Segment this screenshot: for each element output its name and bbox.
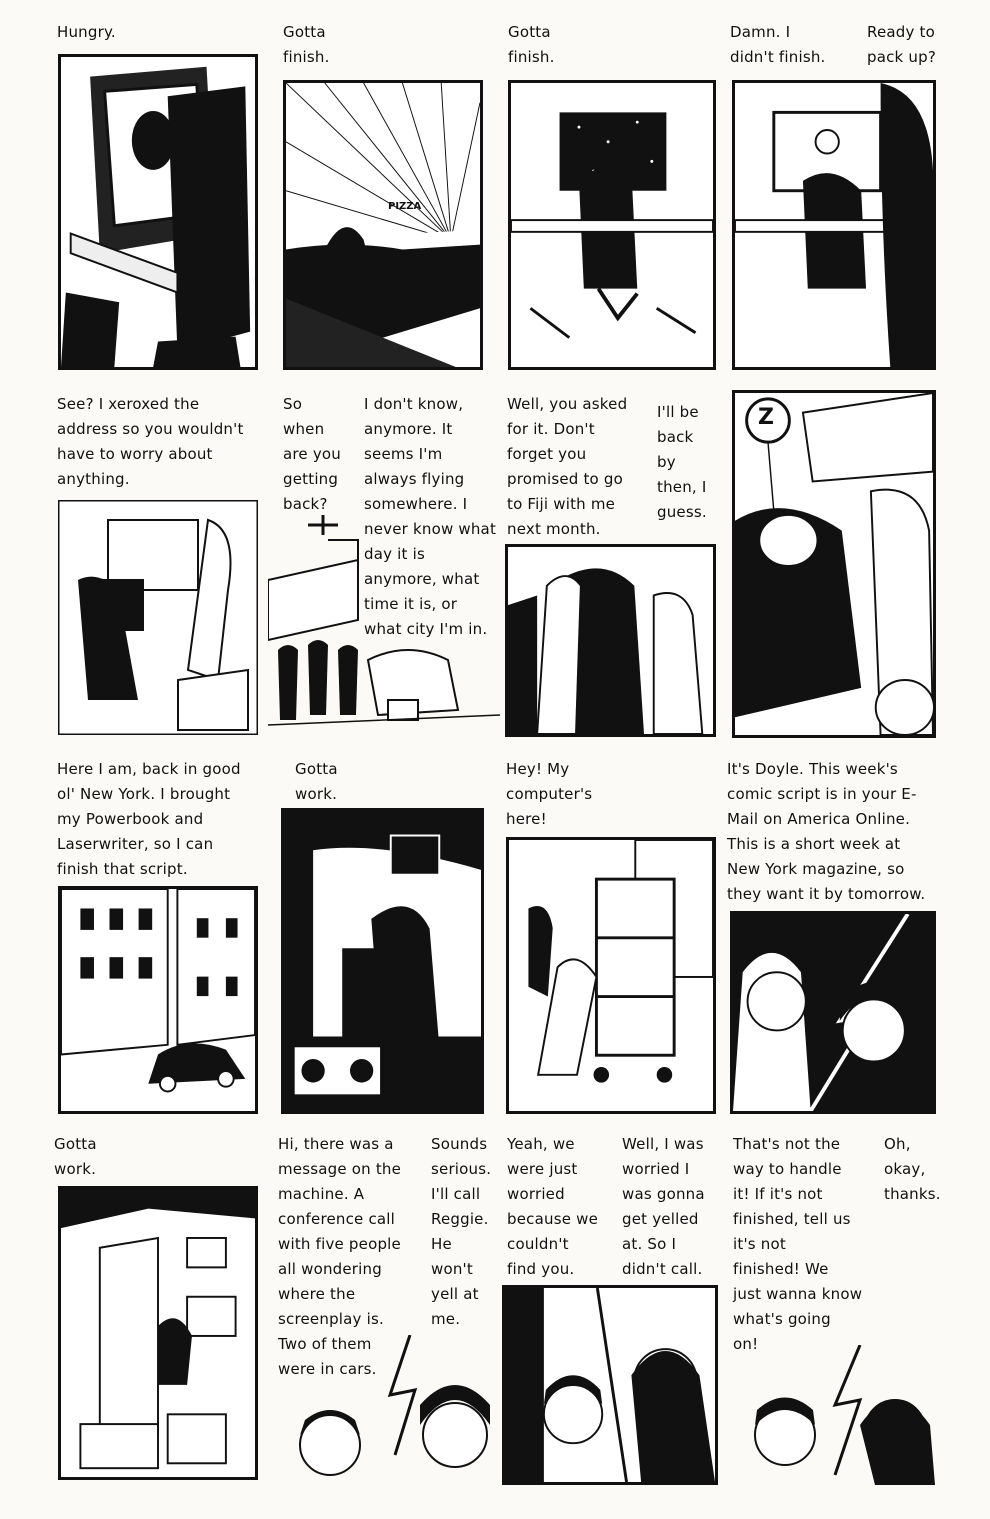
panel-r2p3-goodbye-hug [505, 544, 716, 737]
caption-r4p4a: That's not the way to handle it! If it's not finished, tell us it's not finished! We just wanna know what's going on! [733, 1135, 863, 1353]
sleep-z-label: Z [758, 405, 774, 430]
panel-r3p1-new-york-street [58, 886, 258, 1114]
panel-r1p1-hungry-at-computer [58, 54, 258, 370]
caption-r1p4b: Ready to pack up? [867, 23, 937, 66]
pizza-label: PIZZA [388, 201, 422, 212]
panel-r3p3-movers [506, 837, 716, 1114]
caption-r2p2b: I don't know, anymore. It seems I'm always flying somewhere. I never know what day it is anymore, what time it is, or what city I'm in. [364, 395, 497, 638]
panel-r1p3-night-desk [508, 80, 716, 370]
art-r4p2-phone-heads [280, 1335, 500, 1485]
caption-r4p1: Gotta work. [54, 1135, 97, 1178]
caption-r4p3b: Well, I was worried I was gonna get yelled at. So I didn't call. [622, 1135, 705, 1278]
caption-r4p2b: Sounds serious. I'll call Reggie. He won't yell at me. [431, 1135, 492, 1328]
caption-r1p2: Gotta finish. [283, 23, 330, 66]
panel-r1p4-morning-desk [732, 80, 936, 370]
caption-r1p4a: Damn. I didn't finish. [730, 23, 826, 66]
panel-r1p2-pizza-sunset [283, 80, 483, 370]
caption-r2p2a: So when are you getting back? [283, 395, 341, 513]
caption-r4p3a: Yeah, we were just worried because we couldn't find you. [507, 1135, 599, 1278]
panel-r4p3-two-phones [502, 1285, 718, 1485]
panel-r4p1-cluttered-room [58, 1186, 258, 1480]
panel-r3p2-working-desk [281, 808, 484, 1114]
caption-r2p1: See? I xeroxed the address so you wouldn't have to worry about anything. [57, 395, 244, 488]
caption-r1p3: Gotta finish. [508, 23, 555, 66]
caption-r2p3b: I'll be back by then, I guess. [657, 403, 707, 521]
art-r2p2-airport [268, 500, 500, 735]
panel-r3p4-phone-call [730, 911, 936, 1114]
caption-r3p4: It's Doyle. This week's comic script is in your E- Mail on America Online. This is a short week at New York magazine, so they want it by tomorrow. [727, 760, 926, 903]
caption-r3p1: Here I am, back in good ol' New York. I brought my Powerbook and Laserwriter, so I can finish that script. [57, 760, 241, 878]
caption-r4p4b: Oh, okay, thanks. [884, 1135, 941, 1203]
caption-r4p2a: Hi, there was a message on the machine. A conference call with five people all wondering where the screenplay is. Two of them were in cars. [278, 1135, 402, 1378]
caption-r1p1: Hungry. [57, 23, 116, 41]
caption-r3p3: Hey! My computer's here! [506, 760, 593, 828]
art-r2p1-moving-out [58, 500, 258, 735]
art-r4p4-phone-heads [725, 1345, 940, 1485]
panel-r2p4-sleeping-on-plane [732, 390, 936, 738]
caption-r2p3a: Well, you asked for it. Don't forget you promised to go to Fiji with me next month. [507, 395, 628, 538]
caption-r3p2: Gotta work. [295, 760, 338, 803]
